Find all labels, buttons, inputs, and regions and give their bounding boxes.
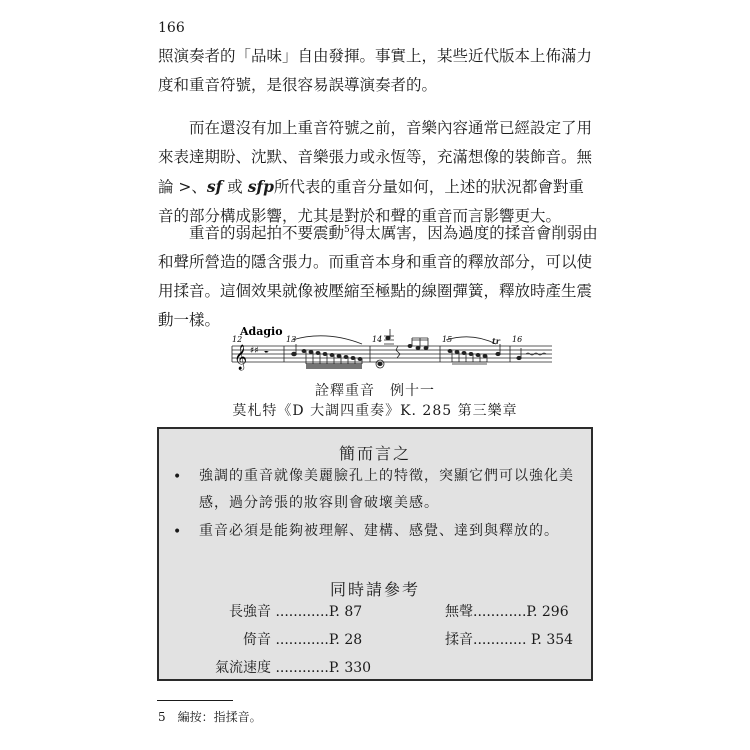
see-also-item: 無聲............P. 296 xyxy=(445,604,569,620)
summary-box xyxy=(157,427,593,681)
see-also-item: 揉音............ P. 354 xyxy=(445,632,574,648)
footnote-divider xyxy=(157,700,233,701)
paragraph-2 xyxy=(158,114,598,231)
measure-number-13: 13 xyxy=(286,335,297,344)
paragraph-2-after: 所代表的重音分量如何，上述的狀況都會對重音的部分構成影響，尤其是對於和聲的重音而言影響更大。 xyxy=(158,178,584,225)
sfp-mark: sfp xyxy=(247,177,274,196)
paragraph-2-before: 而在還沒有加上重音符號之前，音樂內容通常已經設定了用來表達期盼、沈默、音樂張力或永恆等，充滿想像的裝飾音。無論 >、 xyxy=(158,119,593,196)
staff-lines xyxy=(232,346,552,362)
page-number: 166 xyxy=(158,20,185,36)
measure-number-14: 14 xyxy=(372,335,383,344)
measure-number-16: 16 xyxy=(512,335,523,344)
measure-number-12: 12 xyxy=(232,335,243,344)
trill-marking: tr xyxy=(492,336,500,346)
sf-mark: sf xyxy=(206,177,223,196)
bullet-dot-1: • xyxy=(173,469,182,485)
example-caption: 詮釋重音 例十一 xyxy=(315,383,435,399)
whole-rest-icon: 𝄻 xyxy=(264,347,269,361)
paragraph-1-text: 照演奏者的「品味」自由發揮。事實上，某些近代版本上佈滿力度和重音符號，是很容易誤導演奏者的。 xyxy=(158,47,593,94)
example-source: 莫札特《D 大調四重奏》K. 285 第三樂章 xyxy=(232,403,518,419)
bullet-dot-2: • xyxy=(173,524,182,540)
measure-13-notes xyxy=(292,336,362,368)
paragraph-2-between: 或 xyxy=(222,178,248,196)
footnote-reference: 5 xyxy=(344,225,350,235)
summary-bullet-1: 強調的重音就像美麗臉孔上的特徵，突顯它們可以強化美感，過分誇張的妝容則會破壞美感。 xyxy=(199,468,574,511)
measure-number-15: 15 xyxy=(442,335,453,344)
paragraph-3 xyxy=(158,216,598,335)
paragraph-3-before: 重音的弱起拍不要震動 xyxy=(189,224,345,243)
paragraph-1 xyxy=(158,42,598,100)
see-also-item: 長強音 ............P. 87 xyxy=(229,604,363,620)
key-signature-sharps-icon: ♯♯ xyxy=(250,346,259,356)
summary-title: 簡而言之 xyxy=(338,444,411,463)
music-example xyxy=(226,324,556,380)
summary-bullet-2: 重音必須是能夠被理解、建構、感覺、達到與釋放的。 xyxy=(199,523,559,539)
paragraph-3-after: 得太厲害，因為過度的揉音會削弱由和聲所營造的隱含張力。而重音本身和重音的釋放部分，可以使用揉音。這個效果就像被壓縮至極點的線圈彈簧，釋放時產生震動一樣。 xyxy=(158,224,598,330)
tempo-marking: Adagio xyxy=(240,325,283,338)
see-also-item: 氣流速度 ............P. 330 xyxy=(215,660,372,676)
treble-clef-icon: 𝄞 xyxy=(234,345,248,370)
footnote: 5 編按：指揉音。 xyxy=(158,710,262,724)
see-also-item: 倚音 ............P. 28 xyxy=(243,632,363,648)
see-also-title: 同時請參考 xyxy=(329,580,420,599)
